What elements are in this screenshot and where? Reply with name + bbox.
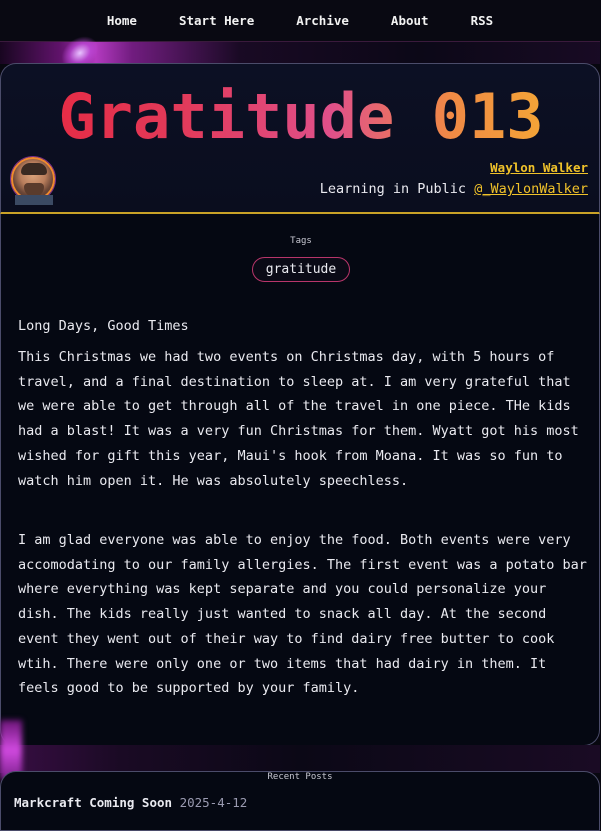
post-header xyxy=(0,63,600,214)
post-heading: Long Days, Good Times xyxy=(18,318,189,334)
tags-label: Tags xyxy=(290,236,312,246)
post-paragraph: I am glad everyone was able to enjoy the food. Both events were very accomodating to our family allergies. The first event was a potato bar where everything was kept separate and you could personalize your dish. The kids really just wanted to snack all day. At the second event they went out of their way to find dairy free butter to cook wtih. There were only one or two items that had dairy in them. It feels good to be supported by your family. xyxy=(18,532,587,697)
tag-gratitude[interactable]: gratitude xyxy=(252,257,350,282)
avatar[interactable] xyxy=(11,157,55,201)
recent-post-title: Markcraft Coming Soon xyxy=(14,795,173,810)
post-paragraph: This Christmas we had two events on Christmas day, with 5 hours of travel, and a final destination to sleep at. I am very grateful that we were able to get through all of the travel in one piece. THe kids had a blast! It was a very fun Christmas for them. Wyatt got his most wished for gift this year, Maui's hook from Moana. It was so fun to watch him open it. He was absolutely speechless. xyxy=(18,349,579,489)
nav-about-link[interactable]: About xyxy=(390,13,429,28)
nav-home-link[interactable]: Home xyxy=(106,13,137,28)
author-name-link[interactable]: Waylon Walker xyxy=(490,160,588,175)
tagline xyxy=(320,181,588,197)
nav-start-here-link[interactable]: Start Here xyxy=(178,13,255,28)
page-title: Gratitude 013 xyxy=(1,80,601,153)
nav-archive-link[interactable]: Archive xyxy=(296,13,349,28)
recent-posts-label: Recent Posts xyxy=(267,772,333,782)
neon-background-band xyxy=(0,745,600,773)
tagline-text: Learning in Public xyxy=(319,181,467,197)
post-body xyxy=(0,214,600,746)
author-handle-link[interactable]: @_WaylonWalker xyxy=(474,181,588,197)
recent-post-date: 2025-4-12 xyxy=(179,795,248,810)
recent-post-item[interactable] xyxy=(14,795,247,810)
nav-rss-link[interactable]: RSS xyxy=(470,13,494,28)
